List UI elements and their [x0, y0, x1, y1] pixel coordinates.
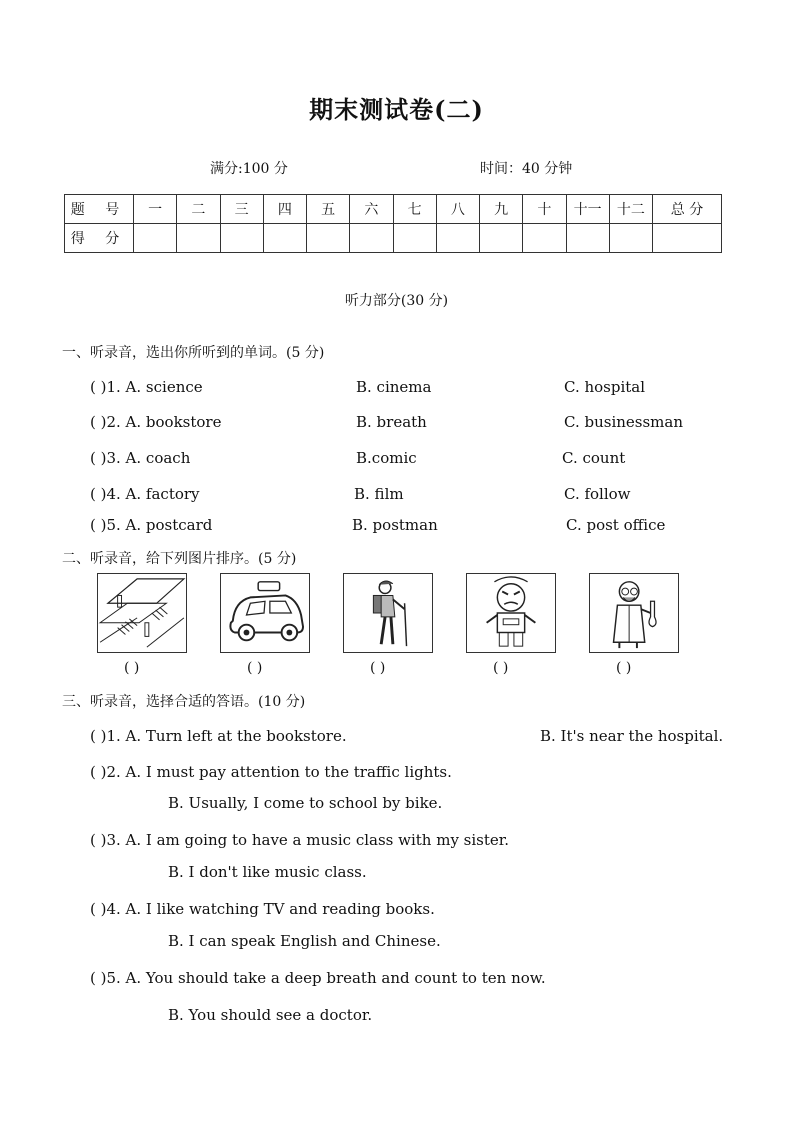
score-entry-cell[interactable]	[350, 224, 393, 253]
s1-q5-option-c: C. post office	[566, 516, 666, 534]
picture-answer-blank[interactable]: ( )	[124, 660, 140, 676]
score-table-cell: 题 号	[65, 195, 134, 224]
s1-q1-option-a: ( )1. A. science	[90, 378, 203, 396]
score-table	[64, 194, 722, 253]
s1-q2-option-c: C. businessman	[564, 413, 683, 431]
s1-q5-option-b: B. postman	[352, 516, 438, 534]
exam-time: 时间：40 分钟	[480, 161, 573, 177]
s1-q3-option-a: ( )3. A. coach	[90, 449, 191, 467]
s3-q3-option-a: ( )3. A. I am going to have a music class with my sister.	[90, 831, 510, 849]
s3-q4-option-b: B. I can speak English and Chinese.	[168, 932, 441, 950]
section2-heading: 二、听录音，给下列图片排序。(5 分)	[62, 551, 297, 567]
score-entry-cell[interactable]	[653, 224, 722, 253]
s1-q4-option-b: B. film	[354, 485, 404, 503]
s1-q3-option-c: C. count	[562, 449, 626, 467]
score-table-cell: 总 分	[653, 195, 722, 224]
s3-q4-option-a: ( )4. A. I like watching TV and reading books.	[90, 900, 435, 918]
picture-answer-blank[interactable]: ( )	[247, 660, 263, 676]
s3-q2-option-a: ( )2. A. I must pay attention to the traffic lights.	[90, 763, 452, 781]
score-table-score-row	[65, 224, 722, 253]
full-score: 满分:100 分	[210, 161, 288, 177]
score-table-cell: 得 分	[65, 224, 134, 253]
score-entry-cell[interactable]	[177, 224, 220, 253]
angry-man-picture	[466, 573, 556, 653]
page-title: 期末测试卷(二)	[309, 95, 484, 124]
score-table-cell: 六	[350, 195, 393, 224]
picture-answer-blank[interactable]: ( )	[616, 660, 632, 676]
s1-q2-option-b: B. breath	[356, 413, 427, 431]
s1-q2-option-a: ( )2. A. bookstore	[90, 413, 222, 431]
s1-q1-option-c: C. hospital	[564, 378, 646, 396]
score-entry-cell[interactable]	[523, 224, 566, 253]
score-entry-cell[interactable]	[263, 224, 306, 253]
score-table-cell: 二	[177, 195, 220, 224]
s3-q5-option-b: B. You should see a doctor.	[168, 1006, 373, 1024]
score-entry-cell[interactable]	[609, 224, 652, 253]
score-entry-cell[interactable]	[220, 224, 263, 253]
score-table-cell: 十	[523, 195, 566, 224]
s1-q1-option-b: B. cinema	[356, 378, 432, 396]
score-entry-cell[interactable]	[307, 224, 350, 253]
score-entry-cell[interactable]	[566, 224, 609, 253]
s1-q4-option-a: ( )4. A. factory	[90, 485, 200, 503]
score-table-cell: 一	[134, 195, 177, 224]
score-table-cell: 八	[436, 195, 479, 224]
s3-q5-option-a: ( )5. A. You should take a deep breath and count to ten now.	[90, 969, 546, 987]
score-table-cell: 三	[220, 195, 263, 224]
hiker-picture	[343, 573, 433, 653]
section1-heading: 一、听录音，选出你所听到的单词。(5 分)	[62, 345, 325, 361]
taxi-picture	[220, 573, 310, 653]
picture-answer-blank[interactable]: ( )	[493, 660, 509, 676]
score-entry-cell[interactable]	[134, 224, 177, 253]
s3-q3-option-b: B. I don't like music class.	[168, 863, 367, 881]
listening-section-title: 听力部分(30 分)	[344, 293, 449, 309]
score-entry-cell[interactable]	[393, 224, 436, 253]
s3-q1-option-a: ( )1. A. Turn left at the bookstore.	[90, 727, 347, 745]
s3-q1-option-b: B. It's near the hospital.	[540, 727, 724, 745]
s1-q4-option-c: C. follow	[564, 485, 631, 503]
score-entry-cell[interactable]	[480, 224, 523, 253]
scientist-picture	[589, 573, 679, 653]
s3-q2-option-b: B. Usually, I come to school by bike.	[168, 794, 443, 812]
score-entry-cell[interactable]	[436, 224, 479, 253]
section3-heading: 三、听录音，选择合适的答语。(10 分)	[62, 694, 306, 710]
crossroads-picture	[97, 573, 187, 653]
score-table-cell: 九	[480, 195, 523, 224]
s1-q5-option-a: ( )5. A. postcard	[90, 516, 213, 534]
picture-answer-blank[interactable]: ( )	[370, 660, 386, 676]
score-table-cell: 五	[307, 195, 350, 224]
s1-q3-option-b: B.comic	[356, 449, 417, 467]
score-table-cell: 十二	[609, 195, 652, 224]
score-table-cell: 七	[393, 195, 436, 224]
score-table-cell: 四	[263, 195, 306, 224]
score-table-cell: 十一	[566, 195, 609, 224]
score-table-header-row	[65, 195, 722, 224]
